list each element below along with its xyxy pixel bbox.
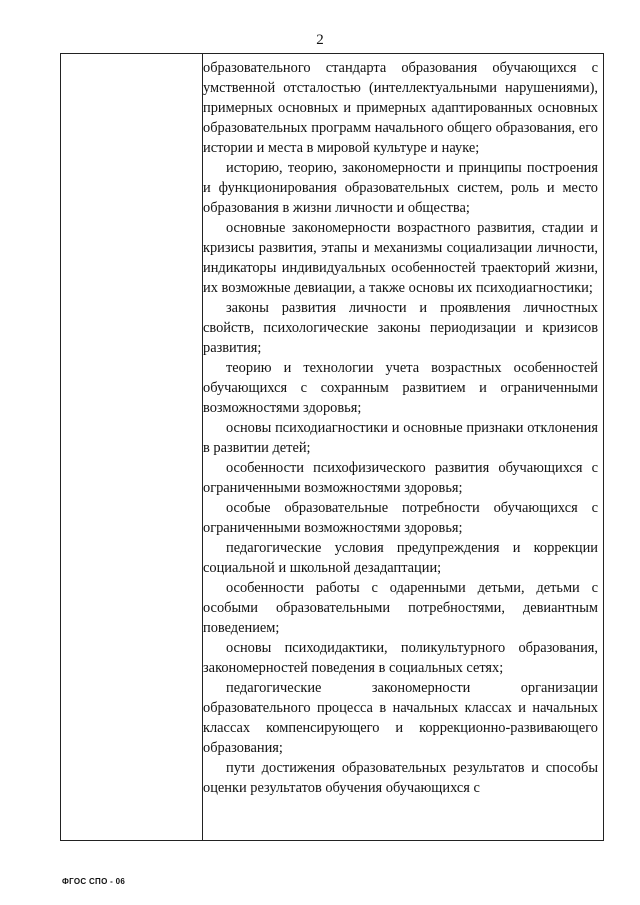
list-item: законы развития личности и проявления личностных свойств, психологические законы периодизации и кризисов развития; <box>203 300 598 356</box>
table-right-column <box>203 58 598 798</box>
list-item: пути достижения образовательных результатов и способы оценки результатов обучения обучающихся с <box>203 760 598 796</box>
list-item: особенности работы с одаренными детьми, детьми с особыми образовательными потребностями, девиантным поведением; <box>203 580 598 636</box>
list-item: особенности психофизического развития обучающихся с ограниченными возможностями здоровья; <box>203 460 598 496</box>
list-item: педагогические условия предупреждения и коррекции социальной и школьной дезадаптации; <box>203 540 598 576</box>
list-item: теорию и технологии учета возрастных особенностей обучающихся с сохранным развитием и ограниченными возможностями здоровья; <box>203 360 598 416</box>
content-table <box>60 53 604 841</box>
table-left-column <box>61 54 203 840</box>
list-item: основы психодидактики, поликультурного образования, закономерностей поведения в социальных сетях; <box>203 640 598 676</box>
list-item: педагогические закономерности организации образовательного процесса в начальных классах и начальных классах компенсирующего и коррекционно-развивающего образования; <box>203 680 598 756</box>
continuation-paragraph: образовательного стандарта образования обучающихся с умственной отсталостью (интеллектуальными нарушениями), примерных основных и примерных адаптированных основных образовательных программ начального общего образования, его истории и места в мировой культуре и науке; <box>203 60 598 156</box>
list-item: основные закономерности возрастного развития, стадии и кризисы развития, этапы и механизмы социализации личности, индикаторы индивидуальных особенностей траекторий жизни, их возможные девиации, а также основы их психодиагностики; <box>203 220 598 296</box>
list-item: историю, теорию, закономерности и принципы построения и функционирования образовательных систем, роль и место образования в жизни личности и общества; <box>203 160 598 216</box>
footer-document-code: ФГОС СПО - 06 <box>62 877 126 886</box>
list-item: особые образовательные потребности обучающихся с ограниченными возможностями здоровья; <box>203 500 598 536</box>
list-item: основы психодиагностики и основные признаки отклонения в развитии детей; <box>203 420 598 456</box>
page-number: 2 <box>316 32 324 48</box>
